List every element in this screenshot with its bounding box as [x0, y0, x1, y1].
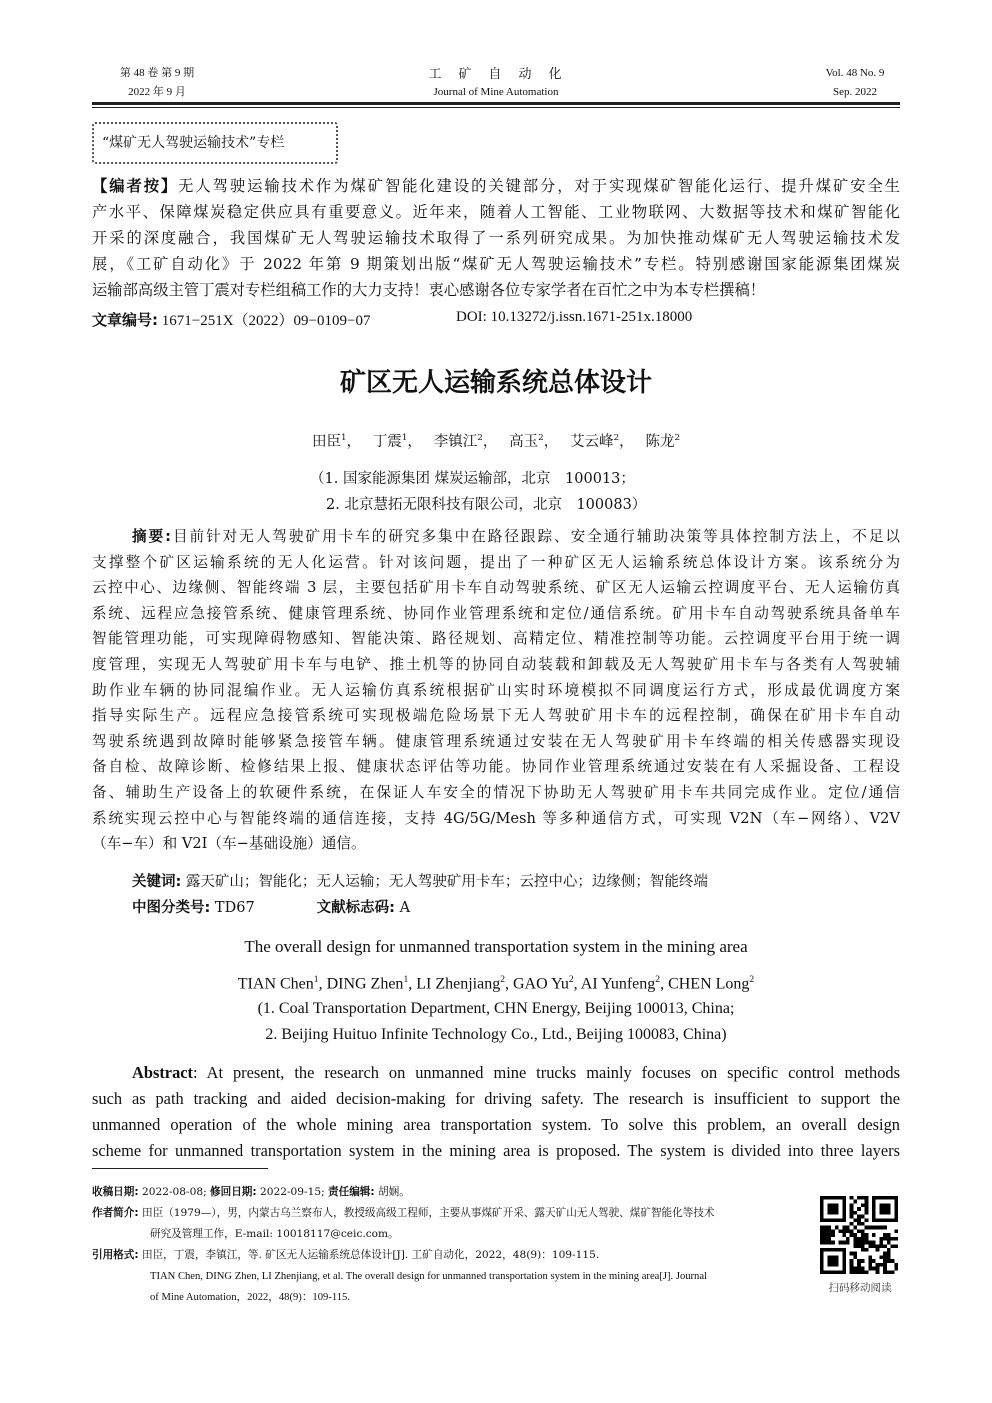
- received-label: 收稿日期:: [92, 1186, 139, 1198]
- editor-note-line: 产水平、保障煤炭稳定供应具有重要意义。近年来，随着人工智能、工业物联网、大数据等技术和煤矿智能化: [92, 203, 900, 221]
- header-journal: [346, 64, 646, 102]
- classification: [132, 896, 410, 917]
- abstract-cn-line: 智能管理功能，可实现障碍物感知、智能决策、路径规划、高精定位、精准控制等功能。云控调度平台用于统一调: [92, 630, 900, 648]
- doi[interactable]: DOI: 10.13272/j.issn.1671-251x.18000: [456, 309, 693, 325]
- footnotes: [92, 1182, 812, 1308]
- abstract-en-line: such as path tracking and aided decision-making for driving safety. The research is insufficient to support the: [92, 1089, 900, 1108]
- editor-label: 责任编辑:: [328, 1186, 375, 1198]
- author-bio-text: 田臣（1979—），男，内蒙古乌兰察布人，教授级高级工程师，主要从事煤矿开采、露天矿山无人驾驶、煤矿智能化等技术: [138, 1207, 715, 1219]
- article-number-label: 文章编号:: [92, 311, 158, 329]
- editor-note-line: [92, 173, 900, 199]
- author-affiliation-mark: 2: [568, 974, 574, 985]
- doc-code-label: 文献标志码:: [316, 900, 395, 916]
- abstract-cn-line: 备自检、故障诊断、检修结果上报、健康状态评估等功能。协同作业管理系统通过安装在有人采掘设备、工程设: [92, 758, 900, 776]
- header-rule-thin: [92, 107, 900, 108]
- title-en: The overall design for unmanned transportation system in the mining area: [244, 937, 748, 956]
- date-en: Sep. 2022: [833, 86, 877, 98]
- footnote-rule: [92, 1168, 268, 1169]
- abstract-cn-line: 系统实现云控中心与智能终端的通信连接，支持 4G/5G/Mesh 等多种通信方式，可实现 V2N（车−网络）、V2V: [92, 809, 900, 827]
- abstract-cn-line: 云控中心、边缘侧、智能终端 3 层，主要包括矿用卡车自动驾驶系统、矿区无人运输云控调度平台、无人运输仿真: [92, 579, 900, 597]
- revised-date: 2022-09-15;: [256, 1186, 329, 1198]
- abstract-en: [92, 1060, 900, 1164]
- editor-name: 胡娴。: [374, 1186, 410, 1198]
- author-affiliation-mark: 2: [500, 974, 505, 985]
- abstract-cn-line: 系统、远程应急接管系统、健康管理系统、协同作业管理系统和定位/通信系统。矿用卡车自动驾驶系统具备单车: [92, 604, 900, 622]
- author-affiliation-mark: 2: [538, 433, 544, 444]
- author-name: 高玉: [509, 434, 539, 450]
- qr-code[interactable]: [820, 1196, 898, 1274]
- editor-note-line: 运输部高级主管丁震对专栏组稿工作的大力支持！衷心感谢各位专家学者在百忙之中为本专栏撰稿！: [92, 281, 766, 299]
- author-affiliation-mark: 2: [749, 974, 755, 985]
- abstract-cn-label: 摘要:: [132, 528, 171, 545]
- abstract-cn-line: 驾驶系统遇到故障时能够紧急接管车辆。健康管理系统通过安装在无人驾驶矿用卡车终端的相关传感器实现设: [92, 732, 900, 750]
- authors-cn: 田臣$^1$， 丁震$^1$， 李镇江$^2$， 高玉$^2$， 艾云峰$^2$， 陈龙$^2$: [312, 433, 680, 450]
- clc-label: 中图分类号:: [132, 900, 211, 916]
- abstract-en-line: [92, 1060, 900, 1086]
- abstract-cn-line: 支撑整个矿区运输系统的无人化运营。针对该问题，提出了一种矿区无人运输系统总体设计方案。该系统分为: [92, 553, 900, 571]
- editor-note-text: 无人驾驶运输技术作为煤矿智能化建设的关键部分，对于实现煤矿智能化运行、提升煤矿安全生: [178, 177, 900, 195]
- keywords: [132, 870, 708, 891]
- author-name: 田臣: [312, 434, 341, 450]
- abstract-en-line: unmanned operation of the whole mining area transportation system. To solve this problem, an overall design: [92, 1115, 900, 1134]
- abstract-cn-line: 度管理，实现无人驾驶矿用卡车与电铲、推土机等的协同自动装载和卸载及无人驾驶矿用卡车与各类有人驾驶辅: [92, 655, 900, 673]
- author-bio: [92, 1203, 812, 1224]
- citation-cn: 田臣，丁震，李镇江，等. 矿区无人运输系统总体设计[J]. 工矿自动化，2022，48(9)：109-115.: [138, 1249, 600, 1261]
- header-issue: [92, 64, 222, 102]
- abstract-en-label: Abstract: [132, 1063, 193, 1082]
- author-name: 陈龙: [645, 434, 675, 450]
- citation-en: TIAN Chen, DING Zhen, LI Zhenjiang, et al. The overall design for unmanned transportation system in the mining area[J]. Journal: [150, 1271, 708, 1282]
- author-bio-label: 作者简介:: [92, 1207, 139, 1219]
- journal-name-cn: 工 矿 自 动 化: [428, 66, 564, 81]
- author-affiliation-mark: 2: [674, 433, 680, 444]
- clc-value: TD67: [210, 900, 255, 916]
- author-name: DING Zhen: [326, 975, 404, 993]
- affiliation-en: 2. Beijing Huituo Infinite Technology Co., Ltd., Beijing 100083, China): [265, 1026, 727, 1043]
- author-name: 李镇江: [433, 434, 478, 450]
- paper-title: 矿区无人运输系统总体设计: [339, 368, 652, 398]
- header-rule: [92, 102, 900, 105]
- editor-note-label: 【编者按】: [92, 177, 179, 195]
- citation-en: of Mine Automation，2022，48(9)：109-115.: [150, 1292, 350, 1303]
- affiliation-cn: 2. 北京慧拓无限科技有限公司，北京 100083）: [326, 497, 647, 513]
- affiliation-cn: （1. 国家能源集团 煤炭运输部，北京 100013；: [310, 471, 635, 487]
- citation: [92, 1245, 812, 1266]
- author-name: AI Yunfeng: [580, 975, 656, 993]
- author-name: LI Zhenjiang: [416, 975, 501, 993]
- abstract-cn-line: 备、辅助生产设备上的软硬件系统，在保证人车安全的情况下协助无人驾驶矿用卡车共同完成作业。定位/通信: [92, 783, 900, 801]
- keywords-value: 露天矿山；智能化；无人运输；无人驾驶矿用卡车；云控中心；边缘侧；智能终端: [181, 874, 708, 890]
- author-affiliation-mark: 2: [477, 433, 483, 444]
- article-number: [92, 309, 370, 330]
- editor-note-line: 展，《工矿自动化》于 2022 年第 9 期策划出版“煤矿无人驾驶运输技术”专栏。特别感谢国家能源集团煤炭: [92, 255, 900, 273]
- issue-volume: 第 48 卷 第 9 期: [119, 67, 195, 79]
- article-number-value: 1671−251X（2022）09−0109−07: [158, 313, 371, 329]
- author-affiliation-mark: 1: [403, 974, 409, 985]
- keywords-label: 关键词:: [132, 874, 182, 890]
- issue-date: 2022 年 9 月: [128, 86, 186, 98]
- author-affiliation-mark: 2: [655, 974, 661, 985]
- author-name: 丁震: [372, 434, 402, 450]
- author-affiliation-mark: 2: [613, 433, 620, 444]
- received-date: 2022-08-08;: [138, 1186, 211, 1198]
- abstract-cn-text: 目前针对无人驾驶矿用卡车的研究多集中在路径跟踪、安全通行辅助决策等具体控制方法上，不足以: [170, 528, 900, 545]
- abstract-cn-line: 助作业车辆的协同混编作业。无人运输仿真系统根据矿山实时环境模拟不同调度运行方式，形成最优调度方案: [92, 681, 900, 699]
- author-affiliation-mark: 1: [313, 974, 319, 985]
- journal-name-en: Journal of Mine Automation: [433, 86, 559, 98]
- abstract-en-text: : At present, the research on unmanned mine trucks mainly focuses on specific control methods: [193, 1063, 900, 1082]
- author-name: GAO Yu: [513, 975, 569, 993]
- header-volume-en: [790, 64, 920, 102]
- volume-en: Vol. 48 No. 9: [825, 67, 885, 79]
- author-name: CHEN Long: [668, 975, 750, 993]
- qr-caption: 扫码移动阅读: [828, 1282, 892, 1294]
- citation-label: 引用格式:: [92, 1249, 139, 1261]
- revised-label: 修回日期:: [210, 1186, 257, 1198]
- author-affiliation-mark: 1: [341, 433, 347, 444]
- author-bio-text: 研究及管理工作，E-mail: 10018117@ceic.com。: [150, 1228, 399, 1240]
- received-info: [92, 1182, 812, 1203]
- column-label: “煤矿无人驾驶运输技术”专栏: [92, 122, 338, 164]
- author-name: TIAN Chen: [237, 975, 314, 993]
- abstract-en-line: scheme for unmanned transportation system in the mining area is proposed. The system is divided into three layers: [92, 1141, 900, 1160]
- affiliation-en: (1. Coal Transportation Department, CHN Energy, Beijing 100013, China;: [257, 1000, 735, 1017]
- editor-note-line: 开采的深度融合，我国煤矿无人驾驶运输技术取得了一系列研究成果。为加快推动煤矿无人驾驶运输技术发: [92, 229, 900, 247]
- authors-en: TIAN Chen$^1$, DING Zhen$^1$, LI Zhenjiang$^2$, GAO Yu$^2$, AI Yunfeng$^2$, CHEN Long$^2$: [237, 974, 755, 993]
- abstract-cn-line: （车−车）和 V2I（车−基础设施）通信。: [92, 835, 366, 853]
- author-name: 艾云峰: [570, 434, 614, 450]
- doc-code-value: A: [394, 900, 411, 916]
- abstract-cn-line: 指导实际生产。远程应急接管系统可实现极端危险场景下无人驾驶矿用卡车的远程控制，确保在矿用卡车自动: [92, 707, 900, 725]
- editor-note: [92, 173, 900, 303]
- author-affiliation-mark: 1: [401, 433, 408, 444]
- abstract-cn: [92, 524, 900, 857]
- abstract-cn-line: [92, 524, 900, 550]
